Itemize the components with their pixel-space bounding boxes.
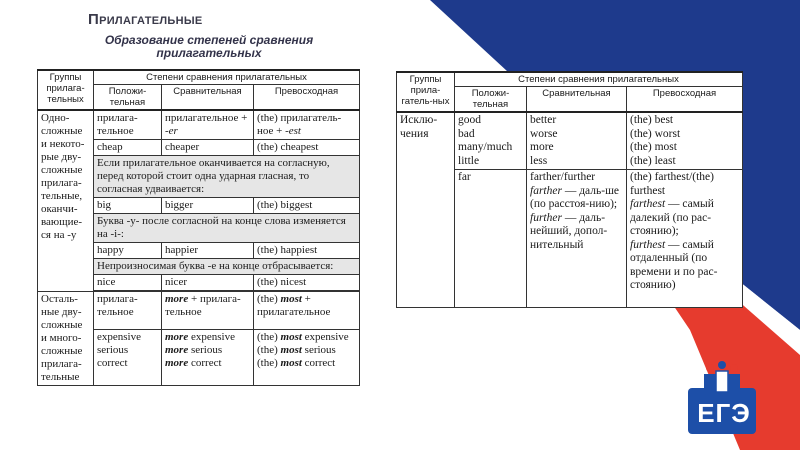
cell-positive: nice	[94, 275, 162, 291]
cell-comparative: nicer	[162, 275, 254, 291]
table-row	[38, 110, 360, 140]
cell-positive: big	[94, 198, 162, 214]
cell-positive: прилага-тельное	[94, 292, 162, 330]
cell-comparative: farther/further farther — даль-ше (по расстоя-нию); further — даль-нейший, допол-нительный	[527, 170, 627, 308]
slide-title: Прилагательные	[88, 11, 203, 28]
group-header: Группы прила-гатель-ных	[397, 72, 455, 112]
rule-note-silent-e: Непроизносимая буква -e на конце отбрасывается:	[94, 259, 360, 275]
exceptions-label: Исклю-чения	[397, 112, 455, 308]
cell-superlative: (the) happiest	[254, 243, 360, 259]
cell-positive: happy	[94, 243, 162, 259]
cell-comparative: happier	[162, 243, 254, 259]
rule-note-doubling: Если прилагательное оканчивается на согласную, перед которой стоит одна ударная гласная, то согласная удваивается:	[94, 156, 360, 198]
group1-label: Одно-сложные и некото-рые дву-сложные прилага-тельные, оканчи-вающие-ся на -у	[38, 110, 94, 292]
cell-superlative: (the) biggest	[254, 198, 360, 214]
positive-header: Положи-тельная	[455, 87, 527, 113]
comparative-header: Сравнительная	[162, 85, 254, 111]
cell-superlative: (the) nicest	[254, 275, 360, 291]
right-exceptions-table	[396, 71, 743, 308]
cell-positive: прилага-тельное	[94, 110, 162, 140]
cell-superlative: (the) farthest/(the) furthest farthest — самый далекий (по рас-стоянию); furthest — самый отдаленный (по времени и по рас-стоянию)	[627, 170, 743, 308]
cell-positive: far	[455, 170, 527, 308]
cell-comparative: cheaper	[162, 140, 254, 156]
cell-comparative: more expensive more serious more correct	[162, 330, 254, 386]
group2-label: Осталь-ные дву-сложные и много-сложные прилага-тельные	[38, 292, 94, 386]
comparative-header: Сравнительная	[527, 87, 627, 113]
logo-text: ЕГЭ	[697, 398, 751, 428]
cell-positive: cheap	[94, 140, 162, 156]
positive-header: Положи-тельная	[94, 85, 162, 111]
degrees-header: Степени сравнения прилагательных	[455, 72, 743, 87]
logo-people-icon	[704, 361, 740, 392]
table-row	[397, 112, 743, 170]
cell-superlative: (the) прилагатель-ное + -est	[254, 110, 360, 140]
superlative-header: Превосходная	[627, 87, 743, 113]
degrees-header: Степени сравнения прилагательных	[94, 70, 360, 85]
rule-note-y-to-i: Буква -у- после согласной на конце слова изменяется на -i-:	[94, 214, 360, 243]
left-comparison-table	[37, 69, 360, 386]
cell-positive: good bad many/much little	[455, 112, 527, 170]
cell-superlative: (the) cheapest	[254, 140, 360, 156]
cell-superlative: (the) most + прилагательное	[254, 292, 360, 330]
cell-comparative: bigger	[162, 198, 254, 214]
slide-subtitle: Образование степеней сравнения прилагательных	[104, 33, 314, 60]
cell-positive: expensive serious correct	[94, 330, 162, 386]
cell-superlative: (the) best (the) worst (the) most (the) least	[627, 112, 743, 170]
group-header: Группы прилага-тельных	[38, 70, 94, 110]
superlative-header: Превосходная	[254, 85, 360, 111]
cell-comparative: better worse more less	[527, 112, 627, 170]
table-row	[38, 292, 360, 330]
cell-superlative: (the) most expensive (the) most serious (the) most correct	[254, 330, 360, 386]
cell-comparative: more + прилага-тельное	[162, 292, 254, 330]
cell-comparative: прилагательное + -er	[162, 110, 254, 140]
